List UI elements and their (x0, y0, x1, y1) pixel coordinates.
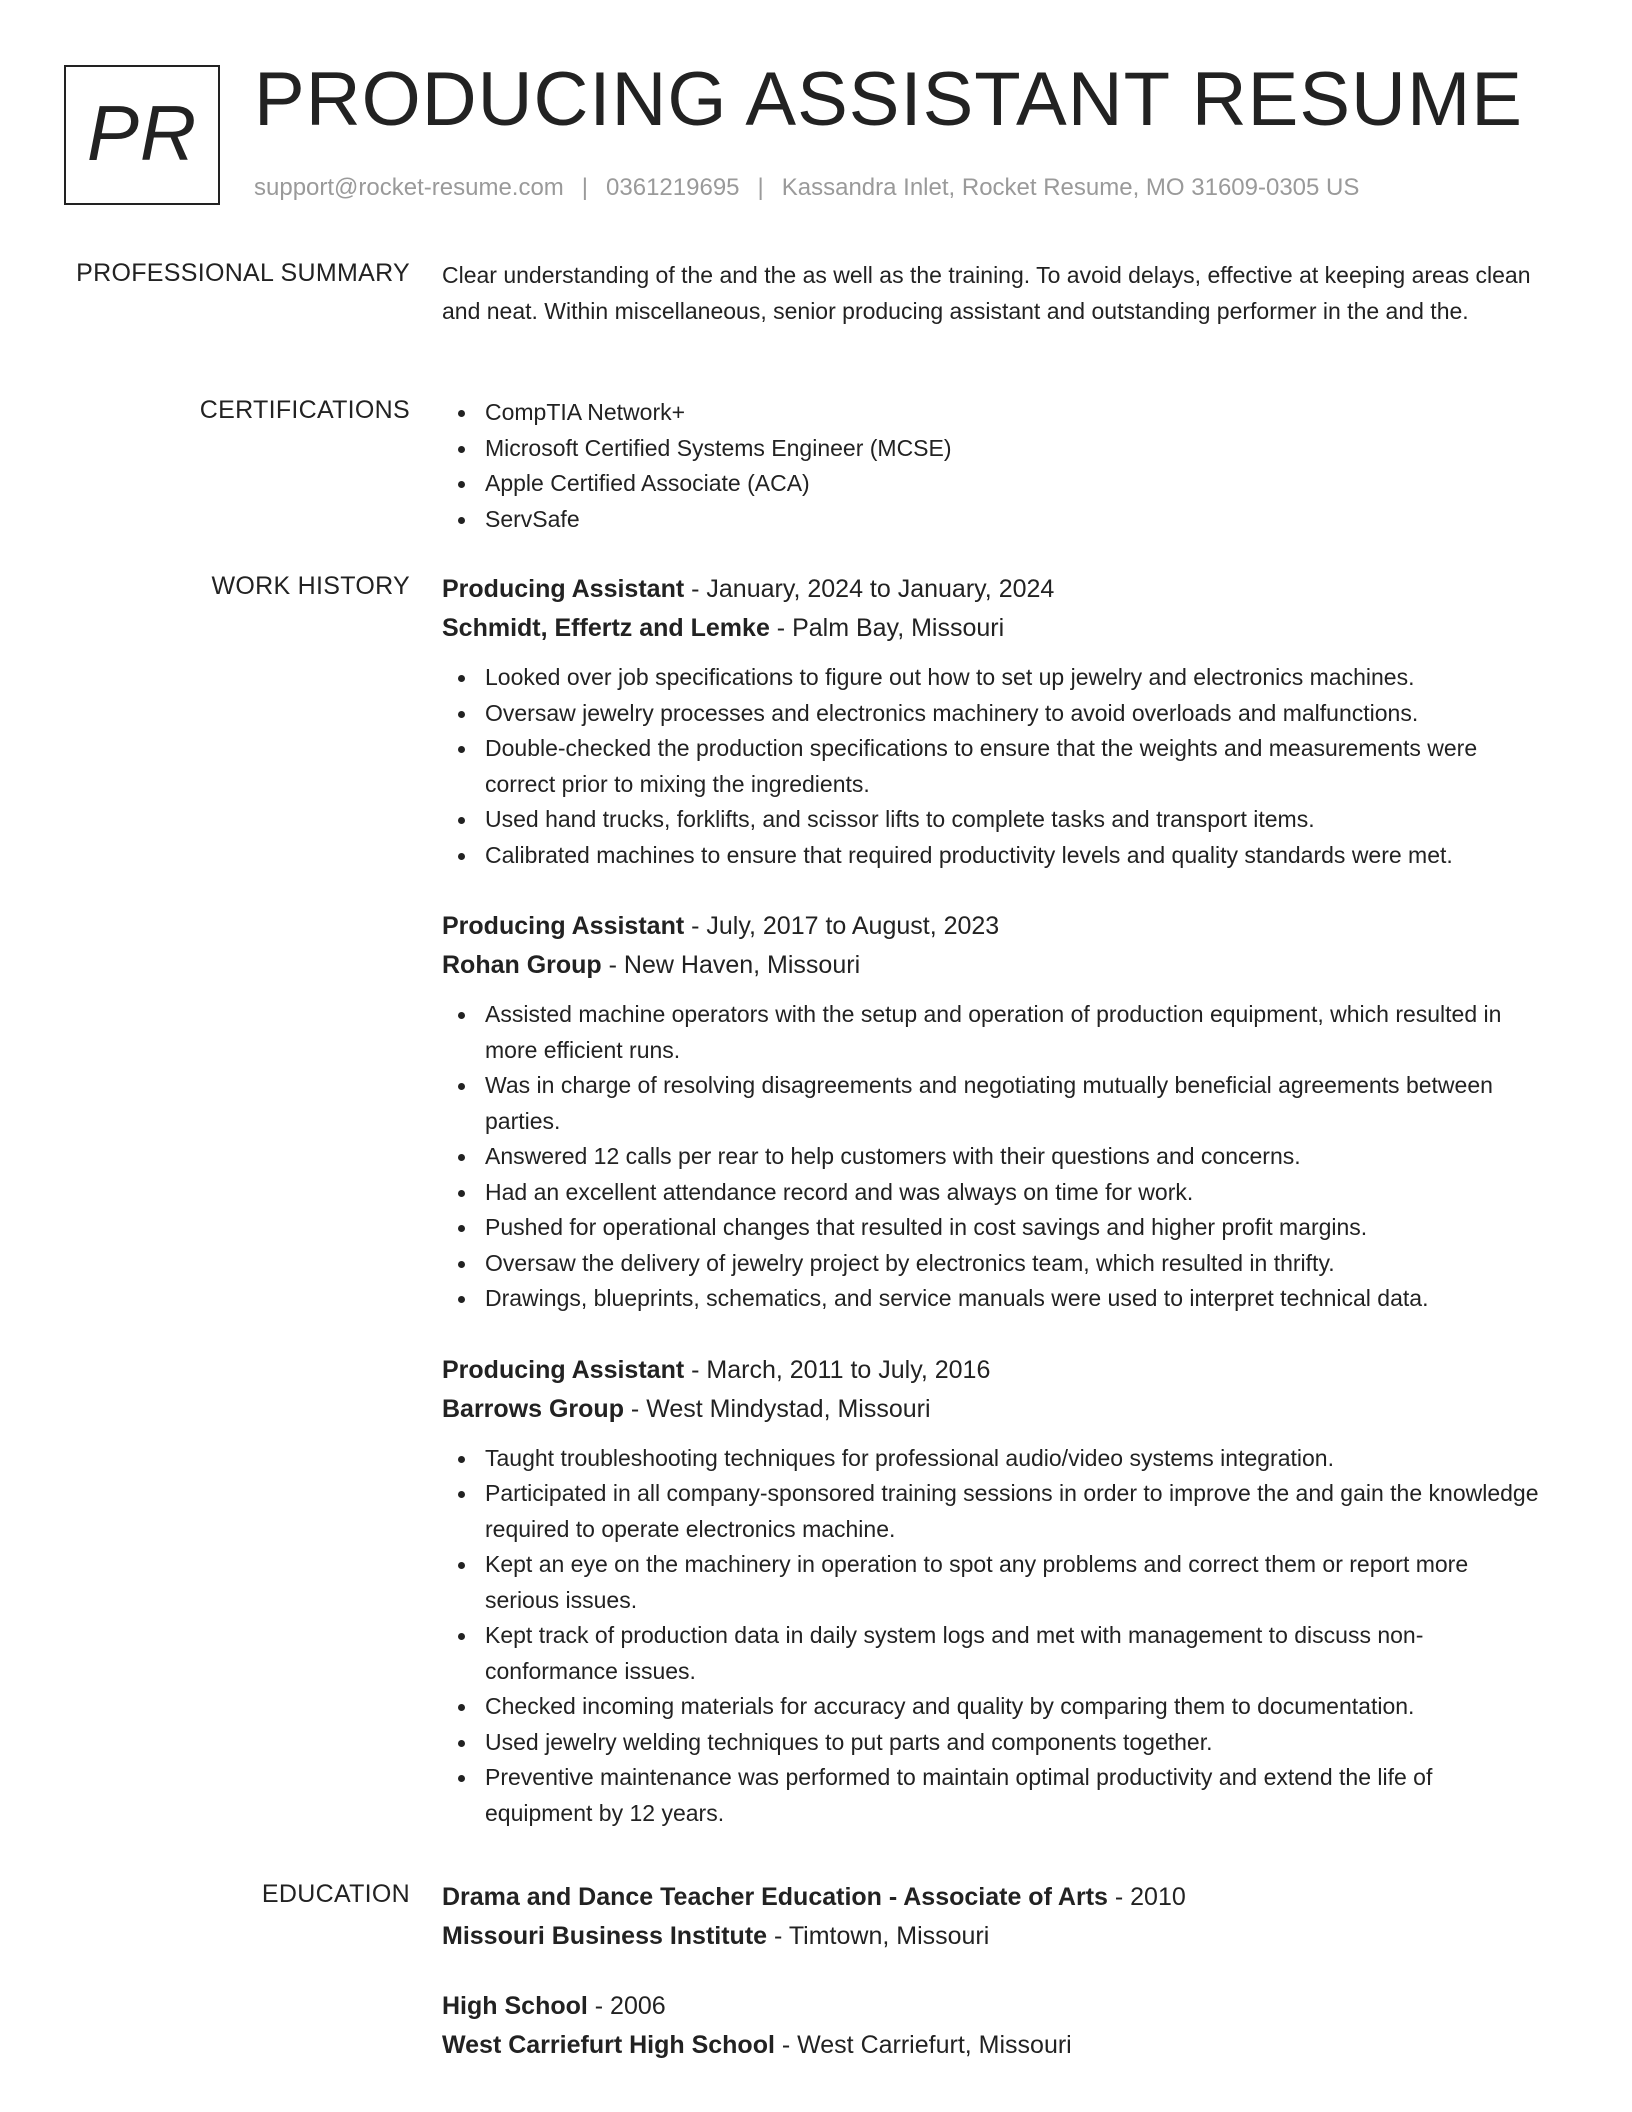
education-year: - 2006 (587, 1992, 666, 2020)
job-bullet: Oversaw jewelry processes and electronics machinery to avoid overloads and malfunctions. (442, 696, 1542, 732)
job-company: Rohan Group (442, 951, 602, 979)
job-title: Producing Assistant (442, 575, 685, 603)
job-title-line (442, 1351, 1542, 1390)
job-bullet-list (442, 1441, 1542, 1832)
job-bullet: Preventive maintenance was performed to maintain optimal productivity and extend the life of equipment by 12 years. (442, 1760, 1542, 1831)
job-bullet: Checked incoming materials for accuracy and quality by comparing them to documentation. (442, 1689, 1542, 1725)
job-title-line (442, 570, 1542, 609)
job-bullet: Looked over job specifications to figure out how to set up jewelry and electronics machines. (442, 660, 1542, 696)
education-entry (442, 1987, 1542, 2065)
job-bullet: Calibrated machines to ensure that required productivity levels and quality standards were met. (442, 838, 1542, 874)
job-dates: - March, 2011 to July, 2016 (684, 1355, 991, 1384)
section-label-education: EDUCATION (261, 1880, 410, 1908)
job-entry (442, 907, 1542, 1317)
education-year: - 2010 (1107, 1883, 1186, 1911)
job-entry (442, 570, 1542, 873)
certification-item: Apple Certified Associate (ACA) (442, 466, 1542, 502)
job-bullet: Used jewelry welding techniques to put parts and components together. (442, 1725, 1542, 1761)
job-dates: - July, 2017 to August, 2023 (684, 912, 1000, 940)
job-bullet: Answered 12 calls per rear to help customers with their questions and concerns. (442, 1139, 1542, 1175)
job-title-line (442, 907, 1542, 946)
job-bullet-list (442, 997, 1542, 1317)
section-label-summary: PROFESSIONAL SUMMARY (76, 259, 410, 287)
education-degree-line (442, 1878, 1542, 1917)
education-entry (442, 1878, 1542, 1956)
section-label-certifications: CERTIFICATIONS (199, 396, 410, 424)
education-school-line (442, 2026, 1542, 2065)
education-degree: High School (442, 1992, 588, 2020)
job-bullet: Taught troubleshooting techniques for professional audio/video systems integration. (442, 1441, 1542, 1477)
job-company: Schmidt, Effertz and Lemke (442, 614, 770, 642)
job-dates: - January, 2024 to January, 2024 (684, 575, 1055, 603)
certification-item: Microsoft Certified Systems Engineer (MCSE) (442, 431, 1542, 467)
job-title: Producing Assistant (442, 1355, 685, 1384)
section-label-work-history: WORK HISTORY (211, 572, 410, 600)
job-title: Producing Assistant (442, 912, 685, 940)
job-location: - West Mindystad, Missouri (623, 1394, 931, 1423)
contact-separator: | (581, 174, 589, 201)
job-bullet: Double-checked the production specifications to ensure that the weights and measurements were correct prior to mixing the ingredients. (442, 731, 1542, 802)
summary-text: Clear understanding of the and the as well as the training. To avoid delays, effective at keeping areas clean and neat. Within miscellaneous, senior producing assistant and outstanding performer in the and the. (442, 262, 1531, 324)
certification-item: CompTIA Network+ (442, 395, 1542, 431)
job-company-line (442, 1390, 1542, 1429)
education-degree: Drama and Dance Teacher Education - Associate of Arts (442, 1883, 1108, 1911)
contact-address: Kassandra Inlet, Rocket Resume, MO 31609-0305 US (781, 174, 1360, 201)
monogram-initials: PR (86, 88, 198, 177)
job-entry (442, 1351, 1542, 1832)
education-school: Missouri Business Institute (442, 1922, 768, 1950)
job-bullet: Participated in all company-sponsored training sessions in order to improve the and gain the knowledge required to operate electronics machine. (442, 1476, 1542, 1547)
education-degree-line (442, 1987, 1542, 2026)
contact-separator: | (757, 174, 764, 201)
summary-body (442, 258, 1542, 329)
job-bullet: Had an excellent attendance record and was always on time for work. (442, 1175, 1542, 1211)
education-body (442, 1878, 1542, 2065)
job-bullet: Kept an eye on the machinery in operation to spot any problems and correct them or report more serious issues. (442, 1547, 1542, 1618)
job-location: - Palm Bay, Missouri (769, 614, 1005, 642)
job-company-line (442, 946, 1542, 985)
contact-phone: 0361219695 (606, 174, 740, 201)
contact-email: support@rocket-resume.com (254, 174, 564, 201)
job-bullet: Pushed for operational changes that resulted in cost savings and higher profit margins. (442, 1210, 1542, 1246)
education-school-line (442, 1917, 1542, 1956)
job-bullet: Assisted machine operators with the setup and operation of production equipment, which resulted in more efficient runs. (442, 997, 1542, 1068)
education-location: - Timtown, Missouri (767, 1922, 990, 1950)
contact-line (254, 174, 1359, 202)
resume-title: PRODUCING ASSISTANT RESUME (254, 57, 1523, 142)
education-school: West Carriefurt High School (442, 2031, 775, 2059)
monogram-badge (64, 65, 220, 205)
job-bullet: Was in charge of resolving disagreements and negotiating mutually beneficial agreements between parties. (442, 1068, 1542, 1139)
certification-list (442, 395, 1542, 537)
work-history-body (442, 570, 1542, 1831)
education-location: - West Carriefurt, Missouri (774, 2031, 1072, 2059)
job-company: Barrows Group (442, 1394, 624, 1423)
certifications-body (442, 395, 1542, 537)
certification-item: ServSafe (442, 502, 1542, 538)
job-bullet: Kept track of production data in daily system logs and met with management to discuss non-conformance issues. (442, 1618, 1542, 1689)
job-bullet: Drawings, blueprints, schematics, and service manuals were used to interpret technical data. (442, 1281, 1542, 1317)
job-location: - New Haven, Missouri (601, 951, 861, 979)
job-bullet: Used hand trucks, forklifts, and scissor lifts to complete tasks and transport items. (442, 802, 1542, 838)
job-company-line (442, 609, 1542, 648)
job-bullet: Oversaw the delivery of jewelry project by electronics team, which resulted in thrifty. (442, 1246, 1542, 1282)
job-bullet-list (442, 660, 1542, 873)
